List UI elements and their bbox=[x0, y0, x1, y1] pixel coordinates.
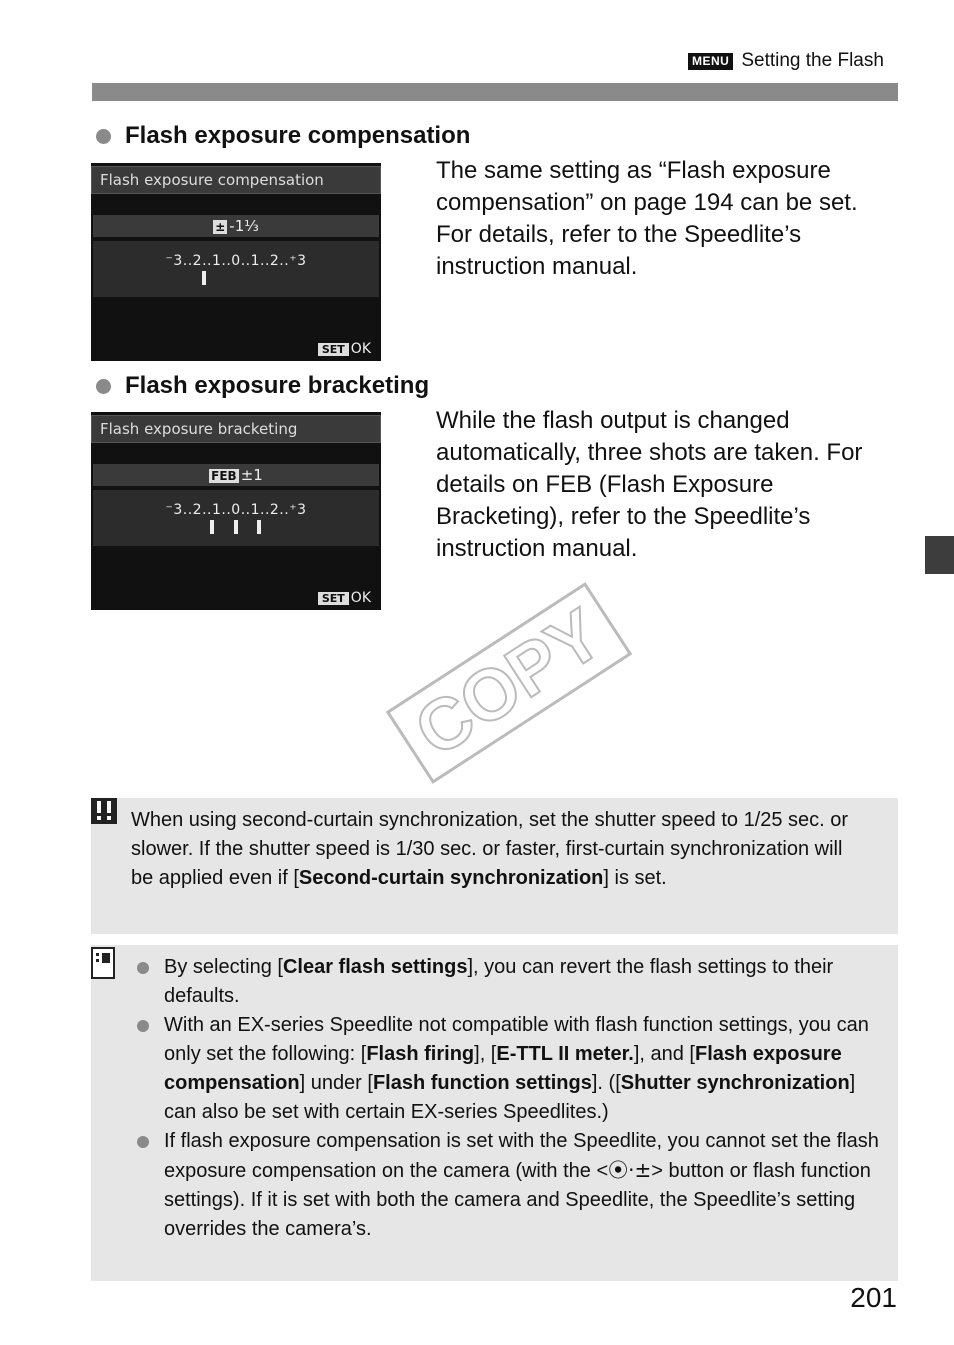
header-title: Setting the Flash bbox=[741, 50, 884, 71]
bullet-icon bbox=[96, 129, 111, 144]
chapter-tab bbox=[925, 536, 954, 574]
section-title-flash-exposure-compensation bbox=[96, 122, 470, 150]
set-ok-hint bbox=[318, 341, 371, 357]
section2-title-text: Flash exposure bracketing bbox=[125, 372, 430, 399]
caution-text bbox=[131, 806, 866, 893]
memo-icon bbox=[91, 947, 115, 979]
note-text: By selecting [ bbox=[164, 956, 283, 978]
note-text: ], and [ bbox=[633, 1043, 695, 1065]
screen-value-text: -1⅓ bbox=[229, 217, 259, 235]
caution-icon bbox=[91, 798, 117, 824]
copy-watermark: COPY bbox=[386, 582, 632, 784]
bullet-icon bbox=[137, 962, 149, 974]
screen-scale-band bbox=[93, 241, 379, 297]
note-bold: E-TTL II meter. bbox=[496, 1043, 634, 1065]
scale-marker bbox=[257, 520, 261, 534]
note-list bbox=[135, 953, 880, 1244]
set-label: SET bbox=[318, 343, 349, 356]
note-bold: Flash function settings bbox=[372, 1072, 592, 1094]
metering-flash-comp-button-icon: ⦿·± bbox=[608, 1158, 652, 1182]
note-text: ], [ bbox=[474, 1043, 497, 1065]
camera-screen-flash-exposure-bracketing bbox=[91, 412, 381, 610]
feb-icon: FEB bbox=[211, 469, 237, 483]
section1-description: The same setting as “Flash exposure compensation” on page 194 can be set. For details, refer to the Speedlite’s instruction manual. bbox=[436, 157, 858, 280]
screen-scale-band bbox=[93, 490, 379, 546]
exposure-scale: ⁻3..2..1..0..1..2..⁺3 bbox=[165, 502, 307, 518]
bullet-icon bbox=[137, 1136, 149, 1148]
screen-title-bar bbox=[91, 166, 381, 194]
note-text: ]. ([ bbox=[591, 1072, 621, 1094]
list-item bbox=[135, 1011, 880, 1127]
note-text: If flash exposure compensation is set with the Speedlite, you cannot set the flash exposure compensation on the camera (with the < bbox=[164, 1130, 879, 1182]
set-ok-hint bbox=[318, 590, 371, 606]
flash-comp-icon: ± bbox=[215, 220, 226, 234]
note-bold: Shutter synchronization bbox=[620, 1072, 850, 1094]
section1-title-text: Flash exposure compensation bbox=[125, 122, 471, 149]
list-item bbox=[135, 953, 880, 1011]
scale-marker bbox=[234, 520, 238, 534]
camera-screen-flash-exposure-compensation bbox=[91, 163, 381, 361]
note-text: > button or flash function settings). If it is set with both the camera and Speedlite, the Speedlite’s setting overrides the camera’s. bbox=[164, 1160, 871, 1240]
header-rule bbox=[92, 83, 898, 101]
note-bold: Flash firing bbox=[366, 1043, 475, 1065]
list-item bbox=[135, 1127, 880, 1244]
screen-title-bar bbox=[91, 415, 381, 443]
screen-title: Flash exposure compensation bbox=[100, 171, 324, 189]
note-bold: Flash exposure compensation bbox=[164, 1043, 842, 1094]
menu-badge: MENU bbox=[688, 53, 733, 70]
section2-description: While the flash output is changed automatically, three shots are taken. For details on FEB (Flash Exposure Bracketing), refer to the Speedlite’s instruction manual. bbox=[436, 407, 863, 562]
caution-text-part: When using second-curtain synchronization, set the shutter speed to 1/25 sec. or slower. If the shutter speed is 1/30 sec. or faster, first-curtain synchronization will be applied even if [ bbox=[131, 809, 849, 889]
screen-value-text: ±1 bbox=[240, 466, 263, 484]
caution-text-part: ] is set. bbox=[603, 867, 667, 889]
section-title-flash-exposure-bracketing bbox=[96, 372, 429, 400]
note-bold: Clear flash settings bbox=[282, 956, 468, 978]
bullet-icon bbox=[137, 1020, 149, 1032]
ok-label: OK bbox=[350, 590, 371, 606]
bullet-icon bbox=[96, 379, 111, 394]
ok-label: OK bbox=[350, 341, 371, 357]
caution-text-bold: Second-curtain synchronization bbox=[298, 867, 604, 889]
screen-title: Flash exposure bracketing bbox=[100, 420, 298, 438]
note-text: ] can also be set with certain EX-series Speedlites.) bbox=[164, 1072, 856, 1123]
scale-marker bbox=[202, 271, 206, 285]
screen-value bbox=[91, 466, 381, 484]
scale-marker bbox=[210, 520, 214, 534]
caution-box bbox=[91, 798, 898, 934]
note-text: ], you can revert the flash settings to their defaults. bbox=[164, 956, 834, 1007]
running-header bbox=[688, 50, 884, 72]
note-box bbox=[91, 945, 898, 1281]
exposure-scale: ⁻3..2..1..0..1..2..⁺3 bbox=[165, 253, 307, 269]
note-text: ] under [ bbox=[299, 1072, 373, 1094]
screen-value bbox=[91, 217, 381, 235]
note-text: With an EX-series Speedlite not compatible with flash function settings, you can only set the following: [ bbox=[164, 1014, 869, 1065]
set-label: SET bbox=[318, 592, 349, 605]
page-number: 201 bbox=[850, 1282, 897, 1313]
